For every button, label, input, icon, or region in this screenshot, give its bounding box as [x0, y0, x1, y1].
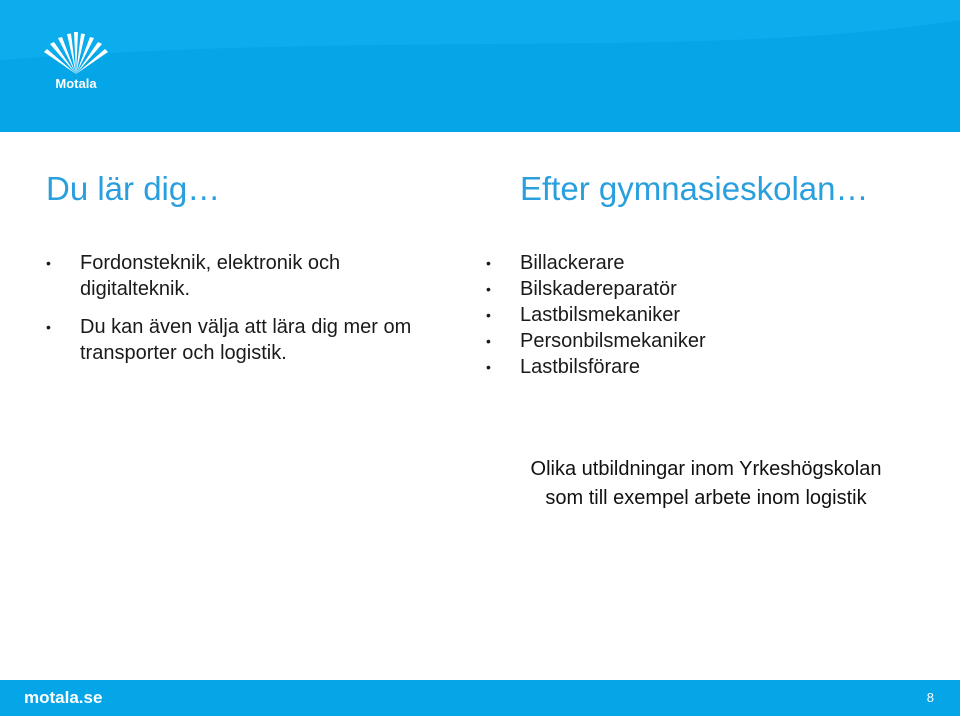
list-item [46, 314, 446, 366]
footer-brand[interactable]: motala.se [24, 688, 103, 707]
list-item [486, 354, 906, 380]
bullet-text: Lastbilsmekaniker [520, 304, 681, 326]
crown-icon [36, 30, 116, 76]
bullet-text: Du kan även välja att lära dig mer om transporter och logistik. [80, 316, 412, 364]
header-wave [0, 0, 960, 132]
list-item [486, 250, 906, 276]
bullet-icon: • [46, 255, 51, 271]
list-item [486, 276, 906, 302]
logo-text: Motala [55, 76, 97, 91]
yrkeshogskolan-note [486, 455, 926, 513]
list-item [46, 250, 446, 302]
right-bullet-list [486, 250, 906, 380]
left-bullet-list [46, 250, 446, 378]
bullet-text: Lastbilsförare [520, 356, 641, 378]
list-item [486, 302, 906, 328]
header-band [0, 0, 960, 132]
note-line-2: som till exempel arbete inom logistik [545, 487, 867, 509]
bullet-text: Fordonsteknik, elektronik och digitalteknik. [80, 252, 341, 300]
bullet-icon: • [486, 255, 491, 271]
left-title: Du lär dig… [46, 170, 221, 207]
bullet-text: Bilskadereparatör [520, 278, 677, 300]
bullet-icon: • [486, 359, 491, 375]
bullet-icon: • [486, 281, 491, 297]
bullet-icon: • [46, 319, 51, 335]
footer-band [0, 680, 960, 716]
page-number: 8 [926, 690, 934, 705]
motala-logo [36, 30, 116, 100]
right-title: Efter gymnasieskolan… [520, 170, 869, 207]
bullet-icon: • [486, 333, 491, 349]
bullet-icon: • [486, 307, 491, 323]
note-line-1: Olika utbildningar inom Yrkeshögskolan [530, 458, 882, 480]
bullet-text: Billackerare [520, 252, 625, 274]
bullet-text: Personbilsmekaniker [520, 330, 706, 352]
list-item [486, 328, 906, 354]
